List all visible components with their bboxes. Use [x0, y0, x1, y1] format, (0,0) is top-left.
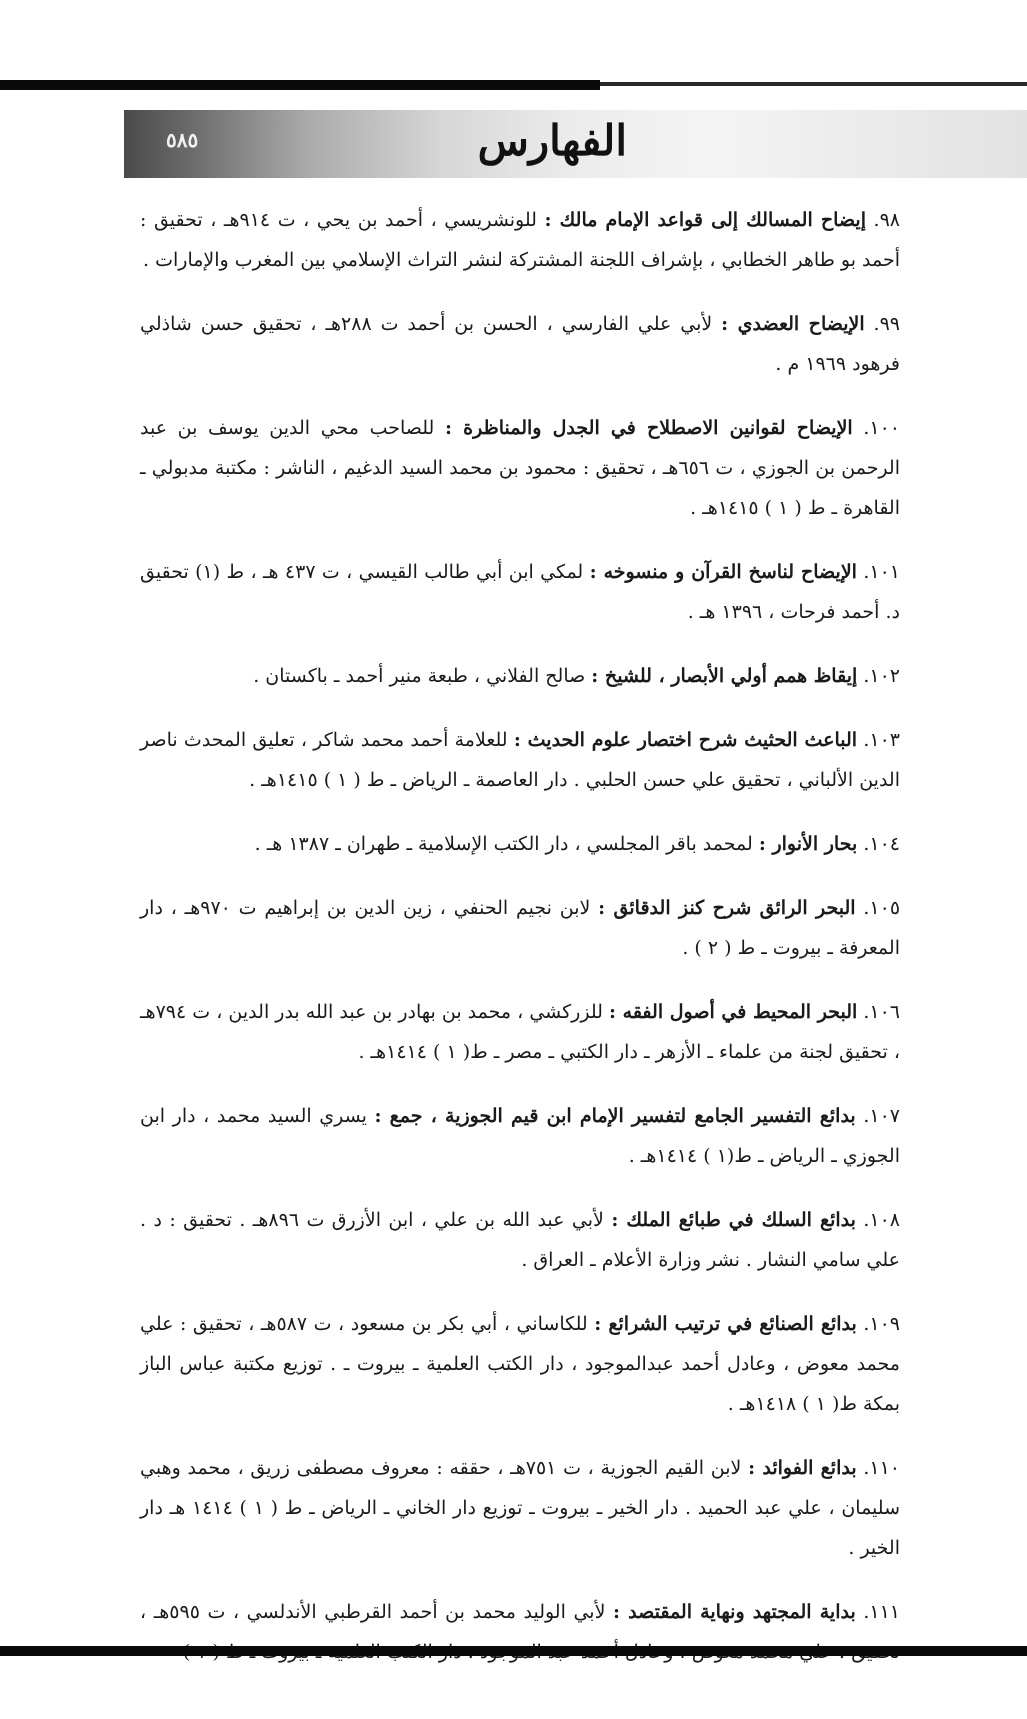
bibliography-entry: [140, 304, 900, 384]
entry-details: لأبي علي الفارسي ، الحسن بن أحمد ت ٢٨٨هـ ، تحقيق حسن شاذلي فرهود ١٩٦٩ م .: [140, 313, 900, 375]
entry-details: للصاحب محي الدين يوسف بن عبد الرحمن بن الجوزي ، ت ٦٥٦هـ ، تحقيق : محمود بن محمد السيد الدغيم ، الناشر : مكتبة مدبولي ـ القاهرة ـ ط ( ١ ) ١٤١٥هـ .: [140, 417, 900, 519]
entry-title: الإيضاح لقوانين الاصطلاح في الجدل والمناظرة :: [444, 417, 853, 439]
bibliography-entry: [140, 200, 900, 280]
bibliography-entry: [140, 1304, 900, 1424]
bibliography-entry: [140, 408, 900, 528]
entry-title: بدائع التفسير الجامع لتفسير الإمام ابن قيم الجوزية ، جمع :: [374, 1105, 856, 1127]
bottom-rule: [0, 1646, 1027, 1656]
entry-details: للكاساني ، أبي بكر بن مسعود ، ت ٥٨٧هـ ، تحقيق : علي محمد معوض ، وعادل أحمد عبدالموجود ، دار الكتب العلمية ـ بيروت ـ . توزيع مكتبة عباس الباز بمكة ط( ١ ) ١٤١٨هـ .: [140, 1313, 900, 1415]
entry-details: للزركشي ، محمد بن بهادر بن عبد الله بدر الدين ، ت ٧٩٤هـ ، تحقيق لجنة من علماء ـ الأزهر ـ دار الكتبي ـ مصر ـ ط( ١ ) ١٤١٤هـ .: [140, 1001, 900, 1063]
entry-title: الإيضاح العضدي :: [721, 313, 865, 335]
entry-title: بحار الأنوار :: [758, 833, 858, 855]
entry-number: ١٠٨.: [863, 1209, 901, 1231]
entry-number: ١٠٥.: [863, 897, 901, 919]
bibliography-entry: [140, 992, 900, 1072]
bibliography-entry: [140, 1096, 900, 1176]
entry-title: إيقاظ همم أولي الأبصار ، للشيخ :: [591, 665, 858, 687]
bibliography-entry: [140, 824, 900, 864]
entry-title: إيضاح المسالك إلى قواعد الإمام مالك :: [544, 209, 866, 231]
entry-details: لمكي ابن أبي طالب القيسي ، ت ٤٣٧ هـ ، ط (١) تحقيق د. أحمد فرحات ، ١٣٩٦ هـ .: [140, 561, 900, 623]
entry-number: ١١١.: [863, 1601, 900, 1623]
entry-number: ١٠٣.: [863, 729, 900, 751]
entry-title: البحر الرائق شرح كنز الدقائق :: [598, 897, 856, 919]
top-rule-thin: [600, 82, 1027, 86]
entry-number: ١١٠.: [863, 1457, 900, 1479]
bibliography-entry: [140, 656, 900, 696]
entry-title: بداية المجتهد ونهاية المقتصد :: [612, 1601, 856, 1623]
entry-number: ١٠١.: [863, 561, 900, 583]
entry-title: بدائع الصنائع في ترتيب الشرائع :: [594, 1313, 857, 1335]
entry-title: الباعث الحثيث شرح اختصار علوم الحديث :: [513, 729, 858, 751]
entry-title: بدائع السلك في طبائع الملك :: [611, 1209, 856, 1231]
entry-title: البحر المحيط في أصول الفقه :: [608, 1001, 858, 1023]
top-rule: [0, 80, 600, 90]
entry-details: لابن نجيم الحنفي ، زين الدين بن إبراهيم ت ٩٧٠هـ ، دار المعرفة ـ بيروت ـ ط ( ٢ ) .: [140, 897, 900, 959]
entry-number: ١٠٤.: [863, 833, 900, 855]
entry-number: ١٠٦.: [863, 1001, 901, 1023]
entry-title: بدائع الفوائد :: [748, 1457, 857, 1479]
page-number: ٥٨٥: [166, 128, 199, 152]
page-title: الفهارس: [477, 116, 627, 165]
bibliography-entry: [140, 888, 900, 968]
entry-number: ١٠٢.: [863, 665, 900, 687]
entry-details: لأبي الوليد محمد بن أحمد القرطبي الأندلسي ، ت ٥٩٥هـ ،: [140, 1601, 606, 1623]
entry-details: لأبي عبد الله بن علي ، ابن الأزرق ت ٨٩٦هـ . تحقيق : د . علي سامي النشار . نشر وزارة الأعلام ـ العراق .: [140, 1209, 900, 1271]
entry-number: ١٠٩.: [863, 1313, 901, 1335]
entry-details: لمحمد باقر المجلسي ، دار الكتب الإسلامية ـ طهران ـ ١٣٨٧ هـ .: [254, 833, 753, 855]
entry-details: يسري السيد محمد ، دار ابن الجوزي ـ الرياض ـ ط(١ ) ١٤١٤هـ .: [140, 1105, 900, 1167]
bibliography-entry: [140, 552, 900, 632]
entry-details: للعلامة أحمد محمد شاكر ، تعليق المحدث ناصر الدين الألباني ، تحقيق علي حسن الحلبي . دار العاصمة ـ الرياض ـ ط ( ١ ) ١٤١٥هـ .: [140, 729, 900, 791]
bibliography-entry: [140, 1200, 900, 1280]
entry-details: لابن القيم الجوزية ، ت ٧٥١هـ ، حققه : معروف مصطفى زريق ، محمد وهبي سليمان ، علي عبد الحميد . دار الخير ـ بيروت ـ توزيع دار الخاني ـ الرياض ـ ط ( ١ ) ١٤١٤ هـ دار الخير .: [140, 1457, 900, 1559]
entry-details: صالح الفلاني ، طبعة منير أحمد ـ باكستان .: [253, 665, 586, 687]
entry-number: ١٠٧.: [863, 1105, 901, 1127]
bibliography-entry: [140, 1448, 900, 1568]
entry-number: ١٠٠.: [863, 417, 900, 439]
entry-details: للونشريسي ، أحمد بن يحي ، ت ٩١٤هـ ، تحقيق : أحمد بو طاهر الخطابي ، بإشراف اللجنة المشتركة لنشر التراث الإسلامي بين المغرب والإمارات .: [140, 209, 900, 271]
bibliography-entry: [140, 1592, 900, 1672]
bibliography-entry: [140, 720, 900, 800]
entry-title: الإيضاح لناسخ القرآن و منسوخه :: [589, 561, 857, 583]
bibliography-list: [140, 200, 900, 1696]
entry-number: ٩٩.: [873, 313, 900, 335]
entry-number: ٩٨.: [873, 209, 901, 231]
